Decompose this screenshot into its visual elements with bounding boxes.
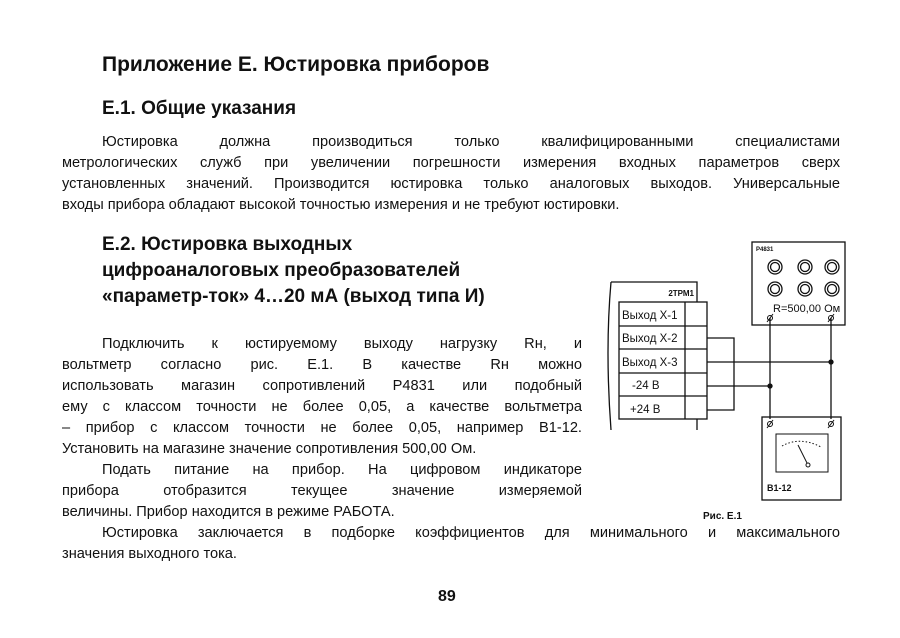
paragraph-line: Установить на магазине значение сопротивления 500,00 Ом. (62, 441, 477, 457)
resistor-label: Р4831 (756, 247, 774, 253)
device-label: 2ТРМ1 (668, 289, 694, 298)
paragraph-line: Подать питание на прибор. На цифровом индикаторе (102, 462, 582, 478)
paragraph-line: ему с классом точности не более 0,05, а качестве вольтметра (62, 399, 582, 415)
terminal-label: Выход Х-2 (622, 333, 678, 345)
paragraph-line: использовать магазин сопротивлений Р4831 или подобный (62, 378, 582, 394)
paragraph-line: значения выходного тока. (62, 546, 237, 562)
paragraph-line: входы прибора обладают высокой точностью измерения и не требуют юстировки. (62, 197, 620, 213)
terminal-label: -24 В (632, 380, 660, 392)
paragraph-line: Юстировка заключается в подборке коэффициентов для минимального и максимального (102, 525, 840, 541)
section-heading-e2-line: Е.2. Юстировка выходных (102, 234, 353, 255)
terminal-label: Выход Х-1 (622, 310, 678, 322)
paragraph-line: величины. Прибор находится в режиме РАБОТА. (62, 504, 395, 520)
junction-dot (768, 384, 772, 388)
figure-caption: Рис. Е.1 (703, 511, 742, 522)
resistor-value: R=500,00 Ом (773, 303, 841, 315)
paragraph-line: метрологических служб при увеличении погрешности измерения входных параметров сверх (62, 155, 840, 171)
terminal-symbols (767, 314, 834, 428)
page-title: Приложение Е. Юстировка приборов (102, 53, 490, 76)
paragraph-line: Юстировка должна производиться только квалифицированными специалистами (102, 134, 840, 150)
terminal-label: +24 В (630, 404, 661, 416)
junction-dot (829, 360, 833, 364)
paragraph-line: установленных значений. Производится юстировка только аналоговых выходов. Универсальные (62, 176, 840, 192)
paragraph-line: прибора отобразится текущее значение измеряемой (62, 483, 582, 499)
voltmeter-label: В1-12 (767, 483, 792, 493)
device-break-line (608, 282, 611, 430)
paragraph-line: Подключить к юстируемому выходу нагрузку Rн, и (102, 336, 582, 352)
paragraph-line: – прибор с классом точности не более 0,05, например В1-12. (62, 420, 582, 436)
voltmeter-dial-icon (776, 434, 828, 472)
resistor-knobs (768, 260, 839, 296)
page-number: 89 (438, 588, 456, 605)
section-heading-e2-line: цифроаналоговых преобразователей (102, 260, 461, 281)
terminal-label: Выход Х-3 (622, 357, 678, 369)
section-heading-e2-line: «параметр-ток» 4…20 мА (выход типа И) (102, 286, 485, 307)
wires (707, 318, 831, 419)
paragraph-line: вольтметр согласно рис. Е.1. В качестве Rн можно (62, 357, 582, 373)
section-heading-e1: Е.1. Общие указания (102, 98, 297, 119)
